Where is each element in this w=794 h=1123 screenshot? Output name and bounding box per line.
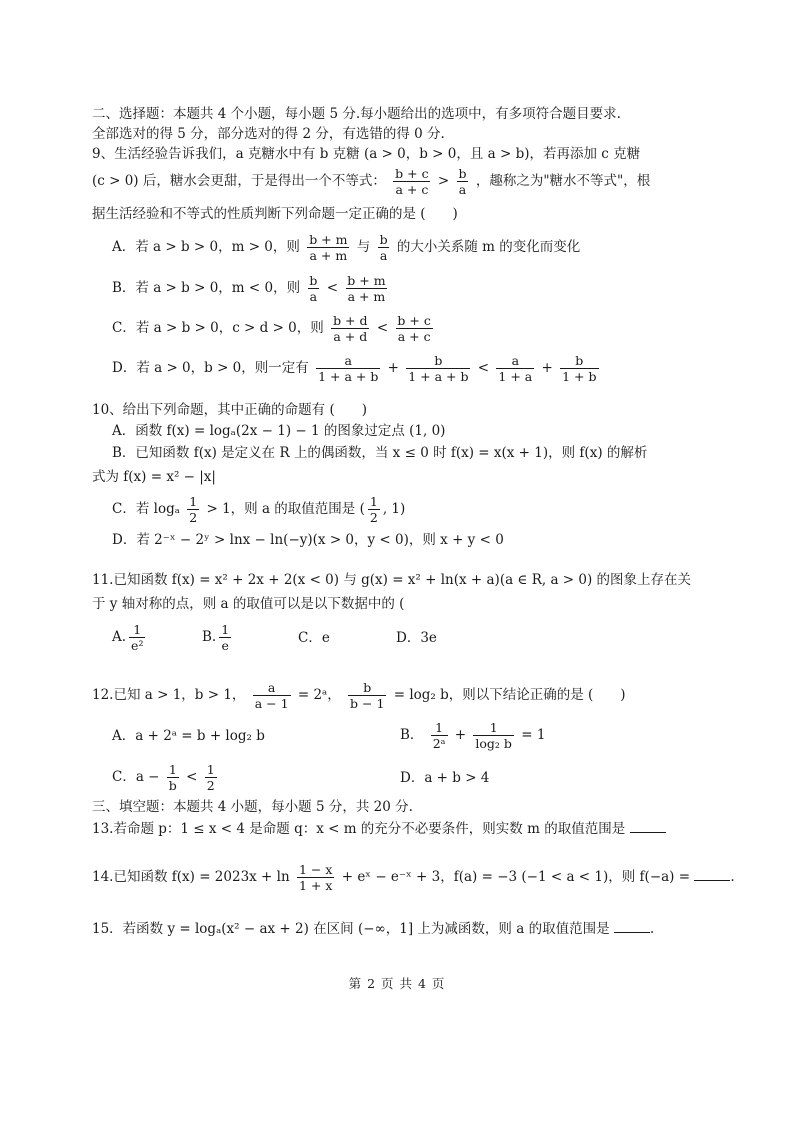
q11-stem-line-1: 11.已知函数 f(x) = x² + 2x + 2(x < 0) 与 g(x) = x² + ln(x + a)(a ∈ R, a > 0) 的图象上存在关 [92,572,692,588]
q9-option-b: B．若 a > b > 0，m < 0，则 $\frac{b}{a}$ < $\frac{b + m}{a + m}$ [112,273,386,304]
q9-stem-line-2 [92,166,650,197]
q9-gt-sign: > [437,173,450,189]
q9-stem-line-3: 据生活经验和不等式的性质判断下列命题一定正确的是 ( ) [92,206,458,222]
q9-stem-line-1: 9、生活经验告诉我们，a 克糖水中有 b 克糖 (a > 0，b > 0，且 a > b)，若再添加 c 克糖 [92,146,641,162]
q15: 15．若函数 y = logₐ(x² − ax + 2) 在区间 (−∞，1] 上为减函数，则 a 的取值范围是 . [92,918,654,939]
q14: 14.已知函数 f(x) = 2023x + ln $\frac{1 - x}{1 + x}$ + eˣ − e⁻ˣ + 3，f(a) = −3 (−1 < a < 1)，则 f(−a) = . [92,862,735,893]
q11-option-d: D．3e [396,630,437,646]
q10-stem: 10、给出下列命题，其中正确的命题有 ( ) [92,402,368,418]
q12-option-b: B． $\frac{1}{\text{2ᵃ}}$ + $\frac{1}{\text{log₂ b}}$ = 1 [400,720,546,751]
section-2-instruction-line-2: 全部选对的得 5 分，部分选对的得 2 分，有选错的得 0 分. [92,126,445,142]
section-3-header: 三、填空题：本题共 4 小题，每小题 5 分，共 20 分. [92,799,413,815]
q15-answer-blank[interactable] [614,918,650,933]
q14-answer-blank[interactable] [694,866,730,881]
q12-option-d: D．a + b > 4 [400,770,490,786]
q11-option-c: C．e [298,630,330,646]
q13-answer-blank[interactable] [630,818,666,833]
q11-stem-line-2: 于 y 轴对称的点，则 a 的取值可以是以下数据中的 ( [92,596,405,612]
q10-option-d: D．若 2⁻ˣ − 2ʸ > lnx − ln(−y)(x > 0，y < 0)，则 x + y < 0 [112,532,504,548]
q9-fraction-bc-ac: $\frac{b + c}{a + c}$ [395,166,429,197]
q9-fraction-b-a: $\frac{b}{a}$ [458,166,467,197]
q10-option-b-line-2: 式为 f(x) = x² − |x| [92,469,216,485]
page-footer: 第 2 页 共 4 页 [348,976,446,991]
q11-option-a: A. $\frac{1}{\text{e²}}$ [112,622,144,653]
q12-stem: 12.已知 a > 1，b > 1， $\frac{a}{a - 1}$ = 2ᵃ， $\frac{b}{b - 1}$ = log₂ b，则以下结论正确的是 ( ) [92,680,626,711]
q10-option-c: C．若 logₐ $\frac{1}{2}$ > 1，则 a 的取值范围是 ( $\frac{1}{2}$ , 1) [112,494,406,525]
q12-option-c: C．a − $\frac{1}{b}$ < $\frac{1}{2}$ [112,762,215,793]
q13: 13.若命题 p：1 ≤ x < 4 是命题 q：x < m 的充分不必要条件，则实数 m 的取值范围是 [92,818,666,839]
section-2-instruction-line-1: 二、选择题：本题共 4 个小题，每小题 5 分.每小题给出的选项中，有多项符合题目要求. [92,106,621,122]
q9-option-a: A．若 a > b > 0，m > 0，则 $\frac{b + m}{a + m}$ 与 $\frac{b}{a}$ 的大小关系随 m 的变化而变化 [112,232,581,263]
q9-option-c: C．若 a > b > 0，c > d > 0，则 $\frac{b + d}{a + d}$ < $\frac{b + c}{a + c}$ [112,313,431,344]
q11-option-b: B. $\frac{1}{e}$ [202,622,230,653]
q12-option-a: A．a + 2ᵃ = b + log₂ b [112,728,265,744]
q9-text: (c > 0) 后，糖水会更甜，于是得出一个不等式： [92,173,386,189]
q10-option-b-line-1: B．已知函数 f(x) 是定义在 R 上的偶函数，当 x ≤ 0 时 f(x) = x(x + 1)，则 f(x) 的解析 [112,445,648,461]
q9-text-tail: ，趣称之为"糖水不等式"，根 [475,173,651,189]
q10-option-a: A．函数 f(x) = logₐ(2x − 1) − 1 的图象过定点 (1, 0) [112,423,446,439]
q9-option-d: D．若 a > 0，b > 0，则一定有 $\frac{a}{1 + a + b}$ + $\frac{b}{1 + a + b}$ < $\frac{a}{1 + a}$ + $\frac{b}{1 + b}$ [112,353,597,384]
